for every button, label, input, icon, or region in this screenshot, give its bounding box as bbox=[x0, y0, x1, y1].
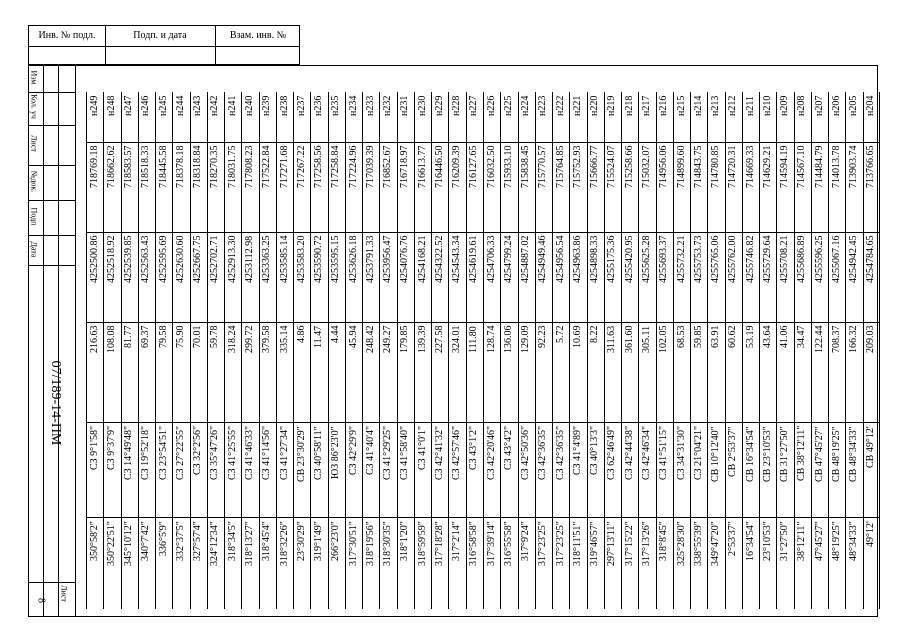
data-label: Дата bbox=[29, 241, 39, 258]
table-cell-y-coord: 4254898.33 bbox=[589, 236, 601, 284]
table-cell-x-coord: 718662.62 bbox=[105, 146, 117, 189]
table-cell-distance: 10.69 bbox=[571, 326, 583, 349]
table-cell-y-coord: 4252702.71 bbox=[209, 236, 221, 284]
table-cell-x-coord: 715838.45 bbox=[520, 146, 532, 189]
table-cell-y-coord: 4252518.92 bbox=[105, 236, 117, 284]
table-cell-point-id: н231 bbox=[399, 96, 411, 117]
table-cell-point-id: н219 bbox=[606, 96, 618, 117]
table-cell-distance: 4.86 bbox=[295, 326, 307, 344]
table-cell-azimuth: 318°1'20" bbox=[399, 521, 411, 561]
table-cell-x-coord: 718583.57 bbox=[123, 146, 135, 189]
table-cell-y-coord: 4252539.85 bbox=[123, 236, 135, 284]
table-cell-point-id: н236 bbox=[313, 96, 325, 117]
table-cell-azimuth: 349°47'20" bbox=[710, 521, 722, 566]
table-cell-y-coord: 4253112.98 bbox=[243, 236, 255, 284]
table-cell-distance: 139.39 bbox=[416, 326, 428, 354]
table-cell-y-coord: 4254076.76 bbox=[399, 236, 411, 284]
table-cell-x-coord: 715764.85 bbox=[554, 146, 566, 189]
table-cell-rhumb: СЗ 40°13'3" bbox=[589, 426, 601, 476]
table-cell-y-coord: 4254543.34 bbox=[451, 236, 463, 284]
table-cell-x-coord: 714669.33 bbox=[744, 146, 756, 189]
table-cell-azimuth: 350°58'2" bbox=[88, 521, 100, 561]
table-cell-point-id: н230 bbox=[416, 96, 428, 117]
table-cell-rhumb: СВ 23°30'29" bbox=[295, 426, 307, 482]
table-cell-x-coord: 716718.97 bbox=[399, 146, 411, 189]
table-cell-distance: 136.06 bbox=[502, 326, 514, 354]
table-cell-distance: 81.77 bbox=[123, 326, 135, 349]
table-cell-rhumb: СЗ 42°41'32" bbox=[433, 426, 445, 481]
table-cell-point-id: н229 bbox=[433, 96, 445, 117]
table-cell-distance: 318.24 bbox=[226, 326, 238, 354]
table-cell-distance: 227.58 bbox=[433, 326, 445, 354]
table-cell-x-coord: 714629.21 bbox=[761, 146, 773, 189]
table-cell-point-id: н205 bbox=[848, 96, 860, 117]
table-cell-x-coord: 715258.66 bbox=[623, 146, 635, 189]
table-cell-point-id: н240 bbox=[243, 96, 255, 117]
table-cell-distance: 53.19 bbox=[744, 326, 756, 349]
table-cell-azimuth: 316°58'58" bbox=[468, 521, 480, 566]
table-cell-y-coord: 4255686.89 bbox=[796, 236, 808, 284]
table-cell-point-id: н242 bbox=[209, 96, 221, 117]
table-cell-x-coord: 717808.23 bbox=[243, 146, 255, 189]
table-cell-azimuth: 49°12' bbox=[865, 521, 877, 547]
table-cell-distance: 108.08 bbox=[105, 326, 117, 354]
vzam-inv-label: Взам. инв. № bbox=[229, 30, 287, 41]
table-cell-point-id: н245 bbox=[157, 96, 169, 117]
table-cell-azimuth: 317°9'24" bbox=[520, 521, 532, 561]
table-cell-point-id: н248 bbox=[105, 96, 117, 117]
table-cell-distance: 43.64 bbox=[761, 326, 773, 349]
table-cell-y-coord: 4255753.73 bbox=[692, 236, 704, 284]
table-cell-azimuth: 316°55'58" bbox=[502, 521, 514, 566]
table-cell-azimuth: 345°10'12" bbox=[123, 521, 135, 566]
table-cell-point-id: н217 bbox=[640, 96, 652, 117]
table-cell-point-id: н232 bbox=[382, 96, 394, 117]
table-cell-x-coord: 715524.07 bbox=[606, 146, 618, 189]
table-cell-x-coord: 718518.33 bbox=[140, 146, 152, 189]
table-cell-x-coord: 718318.84 bbox=[192, 146, 204, 189]
table-cell-y-coord: 4253363.25 bbox=[261, 236, 273, 284]
table-cell-y-coord: 4253583.20 bbox=[295, 236, 307, 284]
table-cell-azimuth: 23°30'29" bbox=[295, 521, 307, 561]
table-cell-point-id: н249 bbox=[88, 96, 100, 117]
table-cell-y-coord: 4254956.54 bbox=[554, 236, 566, 284]
table-cell-rhumb: СЗ 41°25'55" bbox=[226, 426, 238, 481]
table-cell-point-id: н212 bbox=[727, 96, 739, 117]
table-cell-point-id: н226 bbox=[485, 96, 497, 117]
table-cell-point-id: н213 bbox=[710, 96, 722, 117]
table-cell-point-id: н238 bbox=[278, 96, 290, 117]
table-cell-rhumb: СВ 16°34'54" bbox=[744, 426, 756, 482]
table-cell-y-coord: 4255746.82 bbox=[744, 236, 756, 284]
table-cell-azimuth: 318°11'51" bbox=[571, 521, 583, 566]
table-cell-y-coord: 4255765.06 bbox=[710, 236, 722, 284]
table-cell-point-id: н206 bbox=[830, 96, 842, 117]
table-cell-azimuth: 317°15'22" bbox=[623, 521, 635, 566]
document-code: 07/189-14-ПМ bbox=[48, 360, 63, 446]
table-cell-rhumb: СЗ 32°2'56" bbox=[192, 426, 204, 476]
table-cell-azimuth: 318°32'26" bbox=[278, 521, 290, 566]
table-cell-azimuth: 324°12'34" bbox=[209, 521, 221, 566]
table-cell-x-coord: 718031.75 bbox=[226, 146, 238, 189]
table-cell-x-coord: 715933.10 bbox=[502, 146, 514, 189]
table-cell-y-coord: 4252500.86 bbox=[88, 236, 100, 284]
table-cell-point-id: н209 bbox=[779, 96, 791, 117]
table-cell-rhumb: СЗ 9°1'58" bbox=[88, 426, 100, 471]
table-cell-azimuth: 340°7'42" bbox=[140, 521, 152, 561]
table-cell-rhumb: СЗ 35°47'26" bbox=[209, 426, 221, 481]
table-cell-rhumb: СЗ 41°4'89" bbox=[571, 426, 583, 476]
table-cell-distance: 111.80 bbox=[468, 326, 480, 353]
table-cell-distance: 63.91 bbox=[710, 326, 722, 349]
table-cell-distance: 68.53 bbox=[675, 326, 687, 349]
table-cell-point-id: н222 bbox=[554, 96, 566, 117]
table-cell-azimuth: 327°57'4" bbox=[192, 521, 204, 561]
table-cell-y-coord: 4252667.75 bbox=[192, 236, 204, 284]
table-cell-y-coord: 4255596.25 bbox=[813, 236, 825, 284]
table-cell-rhumb: ЮЗ 86°23'0" bbox=[330, 426, 342, 479]
table-cell-x-coord: 718445.58 bbox=[157, 146, 169, 189]
table-cell-x-coord: 717271.68 bbox=[278, 146, 290, 189]
table-cell-distance: 311.63 bbox=[606, 326, 618, 354]
table-cell-x-coord: 713903.74 bbox=[848, 146, 860, 189]
table-cell-azimuth: 318°8'45" bbox=[658, 521, 670, 561]
table-cell-y-coord: 4252595.69 bbox=[157, 236, 169, 284]
table-cell-rhumb: СЗ 40°58'11" bbox=[313, 426, 325, 480]
table-cell-y-coord: 4255693.37 bbox=[658, 236, 670, 284]
table-cell-rhumb: СЗ 42°57'46" bbox=[451, 426, 463, 481]
table-cell-distance: 5.72 bbox=[554, 326, 566, 344]
table-cell-point-id: н243 bbox=[192, 96, 204, 117]
table-cell-point-id: н235 bbox=[330, 96, 342, 117]
table-cell-distance: 79.58 bbox=[157, 326, 169, 349]
table-cell-y-coord: 4254322.52 bbox=[433, 236, 445, 284]
table-cell-y-coord: 4252563.43 bbox=[140, 236, 152, 284]
table-cell-distance: 166.32 bbox=[848, 326, 860, 354]
table-cell-azimuth: 318°30'35" bbox=[382, 521, 394, 566]
table-cell-distance: 60.62 bbox=[727, 326, 739, 349]
table-cell-point-id: н218 bbox=[623, 96, 635, 117]
table-cell-distance: 4.44 bbox=[330, 326, 342, 344]
sheet-number: 8 bbox=[35, 598, 47, 603]
table-cell-rhumb: СЗ 27°22'55" bbox=[174, 426, 186, 481]
table-cell-azimuth: 317°23'25" bbox=[554, 521, 566, 566]
table-cell-azimuth: 317°2'14" bbox=[451, 521, 463, 561]
table-cell-rhumb: СЗ 19°52'18" bbox=[140, 426, 152, 481]
table-cell-azimuth: 338°55'39" bbox=[692, 521, 704, 566]
table-cell-y-coord: 4255067.16 bbox=[830, 236, 842, 284]
table-cell-point-id: н247 bbox=[123, 96, 135, 117]
table-cell-x-coord: 716613.77 bbox=[416, 146, 428, 189]
table-cell-azimuth: 23°10'53" bbox=[761, 521, 773, 561]
table-cell-rhumb: СВ 49°12' bbox=[865, 426, 877, 468]
table-cell-azimuth: 325°28'30" bbox=[675, 521, 687, 566]
table-cell-y-coord: 4255175.36 bbox=[606, 236, 618, 284]
table-cell-y-coord: 4255708.21 bbox=[779, 236, 791, 284]
table-cell-azimuth: 48°19'25" bbox=[830, 521, 842, 561]
table-cell-rhumb: СЗ 9°37'9" bbox=[105, 426, 117, 471]
table-cell-rhumb: СЗ 14°49'48" bbox=[123, 426, 135, 481]
table-cell-point-id: н223 bbox=[537, 96, 549, 117]
table-cell-rhumb: СЗ 41°46'33" bbox=[243, 426, 255, 481]
table-cell-rhumb: СВ 48°19'25" bbox=[830, 426, 842, 482]
table-cell-rhumb: СЗ 43°1'2" bbox=[468, 426, 480, 471]
table-cell-distance: 209.03 bbox=[865, 326, 877, 354]
table-cell-x-coord: 718270.35 bbox=[209, 146, 221, 189]
table-cell-distance: 299.72 bbox=[243, 326, 255, 354]
table-cell-y-coord: 4254942.45 bbox=[848, 236, 860, 284]
table-cell-azimuth: 336°5'9" bbox=[157, 521, 169, 556]
table-cell-azimuth: 319°46'57" bbox=[589, 521, 601, 566]
coordinates-table bbox=[86, 92, 880, 609]
table-cell-azimuth: 48°34'33" bbox=[848, 521, 860, 561]
podp-data-label: Подп. и дата bbox=[105, 26, 216, 46]
table-cell-rhumb: СЗ 42°50'36" bbox=[520, 426, 532, 481]
table-cell-point-id: н233 bbox=[364, 96, 376, 117]
table-cell-y-coord: 4254168.21 bbox=[416, 236, 428, 284]
ndok-label: №док. bbox=[29, 170, 39, 193]
table-cell-x-coord: 718769.18 bbox=[88, 146, 100, 189]
table-cell-distance: 34.47 bbox=[796, 326, 808, 349]
table-cell-point-id: н220 bbox=[589, 96, 601, 117]
table-cell-rhumb: СЗ 42°36'35" bbox=[537, 426, 549, 481]
table-cell-x-coord: 715032.07 bbox=[640, 146, 652, 189]
table-cell-rhumb: СВ 48°34'33" bbox=[848, 426, 860, 482]
table-cell-point-id: н207 bbox=[813, 96, 825, 117]
table-cell-point-id: н214 bbox=[692, 96, 704, 117]
table-cell-y-coord: 4254949.46 bbox=[537, 236, 549, 284]
table-cell-point-id: н224 bbox=[520, 96, 532, 117]
table-cell-point-id: н244 bbox=[174, 96, 186, 117]
table-cell-x-coord: 714013.78 bbox=[830, 146, 842, 189]
table-cell-rhumb: СВ 31°27'50" bbox=[779, 426, 791, 482]
table-cell-azimuth: 317°30'51" bbox=[347, 521, 359, 566]
table-cell-azimuth: 317°39'14" bbox=[485, 521, 497, 566]
table-cell-y-coord: 4255729.64 bbox=[761, 236, 773, 284]
table-cell-distance: 102.05 bbox=[658, 326, 670, 354]
table-cell-distance: 75.90 bbox=[174, 326, 186, 349]
kol-uch-label: Кол. уч bbox=[29, 94, 39, 119]
table-cell-point-id: н228 bbox=[451, 96, 463, 117]
table-cell-rhumb: СЗ 42°46'34" bbox=[640, 426, 652, 481]
table-cell-rhumb: СВ 47°45'27" bbox=[813, 426, 825, 482]
table-cell-x-coord: 716852.67 bbox=[382, 146, 394, 189]
table-cell-x-coord: 714843.75 bbox=[692, 146, 704, 189]
sheet-box bbox=[28, 582, 76, 617]
table-cell-point-id: н237 bbox=[295, 96, 307, 117]
table-cell-distance: 59.78 bbox=[209, 326, 221, 349]
table-cell-x-coord: 716446.50 bbox=[433, 146, 445, 189]
table-cell-azimuth: 319°1'49" bbox=[313, 521, 325, 561]
table-cell-point-id: н216 bbox=[658, 96, 670, 117]
table-cell-distance: 70.01 bbox=[192, 326, 204, 349]
table-cell-azimuth: 297°13'11" bbox=[606, 521, 618, 566]
table-cell-x-coord: 713766.65 bbox=[865, 146, 877, 189]
table-cell-x-coord: 716032.50 bbox=[485, 146, 497, 189]
table-cell-rhumb: СЗ 41°58'40" bbox=[399, 426, 411, 481]
table-cell-point-id: н241 bbox=[226, 96, 238, 117]
table-cell-y-coord: 4253626.18 bbox=[347, 236, 359, 284]
table-cell-y-coord: 4253956.47 bbox=[382, 236, 394, 284]
table-cell-x-coord: 714720.31 bbox=[727, 146, 739, 189]
table-cell-distance: 41.06 bbox=[779, 326, 791, 349]
table-cell-distance: 8.22 bbox=[589, 326, 601, 344]
table-cell-azimuth: 318°45'4" bbox=[261, 521, 273, 561]
table-cell-azimuth: 31°27'50" bbox=[779, 521, 791, 561]
table-cell-distance: 11.47 bbox=[313, 326, 325, 349]
table-cell-azimuth: 317°23'25" bbox=[537, 521, 549, 566]
table-cell-rhumb: СЗ 43°4'2" bbox=[502, 426, 514, 471]
table-cell-x-coord: 718378.18 bbox=[174, 146, 186, 189]
table-cell-point-id: н227 bbox=[468, 96, 480, 117]
table-cell-y-coord: 4253590.72 bbox=[313, 236, 325, 284]
podp-label: Подп bbox=[29, 207, 39, 226]
table-cell-point-id: н246 bbox=[140, 96, 152, 117]
table-cell-x-coord: 716209.39 bbox=[451, 146, 463, 189]
table-cell-point-id: н239 bbox=[261, 96, 273, 117]
izm-label: Изм bbox=[29, 70, 39, 85]
table-cell-azimuth: 318°13'27" bbox=[243, 521, 255, 566]
table-cell-y-coord: 4255732.21 bbox=[675, 236, 687, 284]
table-cell-x-coord: 717258.84 bbox=[330, 146, 342, 189]
table-cell-azimuth: 350°22'51" bbox=[105, 521, 117, 566]
table-cell-y-coord: 4255625.28 bbox=[640, 236, 652, 284]
table-cell-rhumb: СЗ 23°54'51" bbox=[157, 426, 169, 481]
table-cell-y-coord: 4254799.24 bbox=[502, 236, 514, 284]
table-cell-azimuth: 318°59'59" bbox=[416, 521, 428, 566]
table-cell-azimuth: 47°45'27" bbox=[813, 521, 825, 561]
table-cell-point-id: н215 bbox=[675, 96, 687, 117]
table-cell-rhumb: СЗ 34°31'30" bbox=[675, 426, 687, 481]
table-cell-rhumb: СВ 2°53'37" bbox=[727, 426, 739, 477]
table-cell-point-id: н211 bbox=[744, 96, 756, 116]
table-cell-distance: 249.27 bbox=[382, 326, 394, 354]
table-cell-rhumb: СЗ 41°29'25" bbox=[382, 426, 394, 481]
table-cell-distance: 179.85 bbox=[399, 326, 411, 354]
table-cell-point-id: н204 bbox=[865, 96, 877, 117]
table-cell-x-coord: 717258.56 bbox=[313, 146, 325, 189]
table-cell-distance: 305.11 bbox=[640, 326, 652, 354]
table-cell-rhumb: СЗ 62°46'49" bbox=[606, 426, 618, 481]
table-cell-azimuth: 38°12'11" bbox=[796, 521, 808, 561]
table-cell-y-coord: 4253791.33 bbox=[364, 236, 376, 284]
table-cell-rhumb: СВ 23°10'53" bbox=[761, 426, 773, 482]
table-cell-distance: 379.58 bbox=[261, 326, 273, 354]
table-cell-distance: 324.01 bbox=[451, 326, 463, 354]
table-cell-azimuth: 318°19'56" bbox=[364, 521, 376, 566]
table-cell-y-coord: 4254706.33 bbox=[485, 236, 497, 284]
table-cell-azimuth: 317°18'28" bbox=[433, 521, 445, 566]
table-cell-y-coord: 4254963.86 bbox=[571, 236, 583, 284]
table-cell-rhumb: СВ 10°12'40" bbox=[710, 426, 722, 482]
table-cell-y-coord: 4255420.95 bbox=[623, 236, 635, 284]
table-cell-distance: 59.85 bbox=[692, 326, 704, 349]
table-cell-rhumb: СЗ 41°0'1" bbox=[416, 426, 428, 471]
table-cell-distance: 361.60 bbox=[623, 326, 635, 354]
table-cell-distance: 335.14 bbox=[278, 326, 290, 354]
table-cell-distance: 92.23 bbox=[537, 326, 549, 349]
table-cell-azimuth: 318°34'5" bbox=[226, 521, 238, 561]
table-cell-distance: 216.63 bbox=[88, 326, 100, 354]
table-cell-azimuth: 266°23'0" bbox=[330, 521, 342, 561]
table-cell-y-coord: 4253595.15 bbox=[330, 236, 342, 284]
table-cell-rhumb: СЗ 41°14'56" bbox=[261, 426, 273, 481]
table-cell-y-coord: 4252630.60 bbox=[174, 236, 186, 284]
table-cell-y-coord: 4254619.61 bbox=[468, 236, 480, 284]
table-cell-distance: 708.37 bbox=[830, 326, 842, 354]
table-cell-x-coord: 714567.10 bbox=[796, 146, 808, 189]
table-cell-distance: 122.44 bbox=[813, 326, 825, 354]
table-cell-rhumb: СЗ 41°27'34" bbox=[278, 426, 290, 481]
table-cell-azimuth: 332°37'5" bbox=[174, 521, 186, 561]
table-cell-rhumb: СЗ 42°20'46" bbox=[485, 426, 497, 481]
table-cell-azimuth: 16°34'54" bbox=[744, 521, 756, 561]
table-cell-x-coord: 714780.85 bbox=[710, 146, 722, 189]
table-cell-x-coord: 717522.84 bbox=[261, 146, 273, 189]
table-cell-y-coord: 4254887.02 bbox=[520, 236, 532, 284]
inv-podl-label: Инв. № подл. bbox=[29, 26, 106, 46]
table-cell-x-coord: 714594.19 bbox=[779, 146, 791, 189]
table-cell-x-coord: 717267.22 bbox=[295, 146, 307, 189]
table-cell-y-coord: 4252913.30 bbox=[226, 236, 238, 284]
table-cell-x-coord: 714899.60 bbox=[675, 146, 687, 189]
table-cell-x-coord: 715666.77 bbox=[589, 146, 601, 189]
table-cell-point-id: н208 bbox=[796, 96, 808, 117]
table-cell-x-coord: 717224.96 bbox=[347, 146, 359, 189]
table-cell-y-coord: 4254784.65 bbox=[865, 236, 877, 284]
table-cell-azimuth: 2°53'37" bbox=[727, 521, 739, 556]
table-cell-distance: 69.37 bbox=[140, 326, 152, 349]
table-cell-distance: 129.09 bbox=[520, 326, 532, 354]
table-cell-x-coord: 715770.57 bbox=[537, 146, 549, 189]
table-cell-point-id: н210 bbox=[761, 96, 773, 117]
table-cell-distance: 45.94 bbox=[347, 326, 359, 349]
table-cell-x-coord: 715752.93 bbox=[571, 146, 583, 189]
table-cell-x-coord: 717039.39 bbox=[364, 146, 376, 189]
list-label: Лист bbox=[29, 135, 39, 152]
approval-stamp bbox=[28, 25, 300, 65]
table-cell-rhumb: СЗ 42°36'35" bbox=[554, 426, 566, 481]
table-cell-rhumb: СЗ 41°40'4" bbox=[364, 426, 376, 476]
table-cell-rhumb: СЗ 41°51'15" bbox=[658, 426, 670, 481]
table-cell-point-id: н221 bbox=[571, 96, 583, 117]
table-cell-y-coord: 4255762.00 bbox=[727, 236, 739, 284]
table-cell-rhumb: СЗ 21°04'21" bbox=[692, 426, 704, 481]
table-cell-distance: 248.42 bbox=[364, 326, 376, 354]
table-cell-x-coord: 716127.65 bbox=[468, 146, 480, 189]
table-cell-point-id: н225 bbox=[502, 96, 514, 117]
table-cell-rhumb: СЗ 42°29'9" bbox=[347, 426, 359, 476]
table-cell-y-coord: 4253585.14 bbox=[278, 236, 290, 284]
table-cell-point-id: н234 bbox=[347, 96, 359, 117]
table-cell-x-coord: 714956.06 bbox=[658, 146, 670, 189]
sheet-label: Лист bbox=[59, 585, 69, 602]
table-cell-rhumb: СВ 38°12'11" bbox=[796, 426, 808, 482]
table-cell-distance: 128.74 bbox=[485, 326, 497, 354]
table-cell-rhumb: СЗ 42°44'38" bbox=[623, 426, 635, 481]
table-cell-x-coord: 714484.79 bbox=[813, 146, 825, 189]
table-cell-azimuth: 317°13'26" bbox=[640, 521, 652, 566]
